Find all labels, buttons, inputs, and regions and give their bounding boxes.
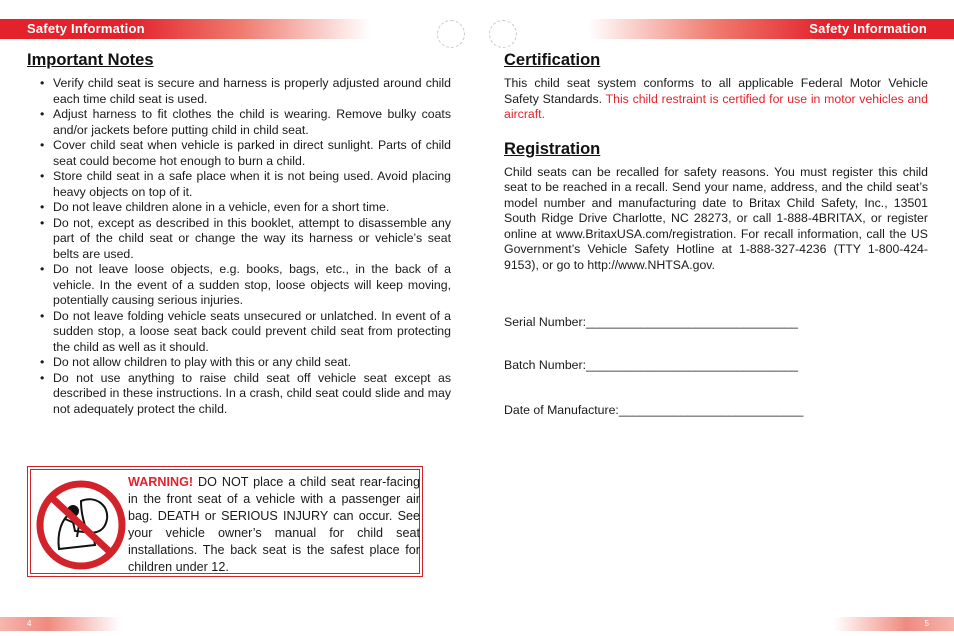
right-header-band bbox=[588, 19, 954, 39]
warning-label: WARNING! bbox=[128, 475, 194, 489]
right-page-number: 5 bbox=[924, 619, 929, 628]
certification-highlight: This child restraint is certified for use in motor vehicles and aircraft. bbox=[504, 91, 928, 121]
batch-number-field[interactable]: Batch Number:_______________________________ bbox=[504, 358, 799, 372]
date-of-manufacture-field[interactable]: Date of Manufacture:___________________________ bbox=[504, 403, 804, 417]
no-rear-facing-seat-airbag-icon bbox=[35, 479, 127, 571]
list-item: • Verify child seat is secure and harness is properly adjusted around child each time child seat is used. bbox=[27, 76, 451, 107]
list-item: • Cover child seat when vehicle is parked in direct sunlight. Parts of child seat could become hot enough to burn a child. bbox=[27, 138, 451, 169]
serial-number-field[interactable]: Serial Number:_______________________________ bbox=[504, 315, 799, 329]
airbag-warning-box bbox=[27, 466, 423, 577]
certification-paragraph bbox=[504, 76, 928, 123]
certification-text: This child seat system conforms to all applicable Federal Motor Vehicle Safety Standards. bbox=[504, 76, 928, 106]
left-page-number: 4 bbox=[27, 619, 32, 628]
list-item: • Do not leave folding vehicle seats unsecured or unlatched. In event of a sudden stop, a loose seat back could prevent child seat from protecting the child as well as it should. bbox=[27, 309, 451, 356]
list-item: • Adjust harness to fit clothes the child is wearing. Remove bulky coats and/or jackets before putting child in child seat. bbox=[27, 107, 451, 138]
certification-heading: Certification bbox=[504, 51, 601, 69]
left-footer-band bbox=[0, 617, 120, 631]
list-item: • Do not leave children alone in a vehicle, even for a short time. bbox=[27, 200, 451, 216]
list-item: • Do not, except as described in this booklet, attempt to disassemble any part of the child seat or change the way its harness or vehicle’s seat belts are used. bbox=[27, 216, 451, 263]
warning-inner-border bbox=[30, 469, 420, 574]
list-item: • Do not use anything to raise child seat off vehicle seat except as described in these instructions. In a crash, child seat could slide and may not adequately protect the child. bbox=[27, 371, 451, 418]
registration-paragraph: Child seats can be recalled for safety reasons. You must register this child seat to be reached in a recall. Send your name, address, and the child seat’s model number and manufacturing date to Britax Child Safety, Inc., 13501 South Ridge Drive Charlotte, NC 28273, or call 1-888-4BRITAX, or register online at www.BritaxUSA.com/registration. For recall information, call the US Government’s Vehicle Safety Hotline at 1-888-327-4236 (TTY 1-800-424-9153), or go to http://www.NHTSA.gov. bbox=[504, 164, 928, 272]
right-header-title: Safety Information bbox=[809, 21, 927, 36]
left-header-title: Safety Information bbox=[27, 21, 145, 36]
list-item: • Store child seat in a safe place when it is not being used. Avoid placing heavy objects on top of it. bbox=[27, 169, 451, 200]
registration-mark-right bbox=[489, 20, 517, 48]
important-notes-heading: Important Notes bbox=[27, 51, 154, 69]
warning-text bbox=[128, 474, 420, 576]
important-notes-list bbox=[27, 76, 451, 417]
list-item: • Do not leave loose objects, e.g. books, bags, etc., in the back of a vehicle. In the event of a sudden stop, loose objects will keep moving, potentially causing serious injuries. bbox=[27, 262, 451, 309]
list-item: • Do not allow children to play with this or any child seat. bbox=[27, 355, 451, 371]
registration-heading: Registration bbox=[504, 139, 601, 158]
right-page-content bbox=[504, 50, 928, 273]
left-header-band bbox=[0, 19, 370, 39]
left-page-content bbox=[27, 50, 451, 417]
registration-mark-left bbox=[437, 20, 465, 48]
warning-body: DO NOT place a child seat rear-facing in the front seat of a vehicle with a passenger air bag. DEATH or SERIOUS INJURY can occur. See your vehicle owner’s manual for child seat installations. The back seat is the safest place for children under 12. bbox=[128, 475, 420, 574]
right-footer-band bbox=[834, 617, 954, 631]
